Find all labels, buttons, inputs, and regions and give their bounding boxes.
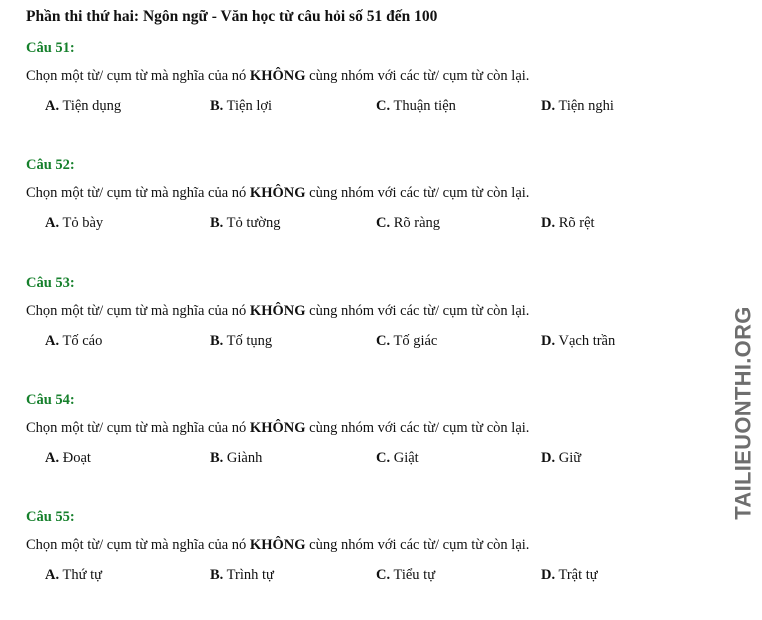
- option-letter: A.: [45, 450, 60, 466]
- answer-options: [26, 215, 686, 235]
- option-a[interactable]: [45, 215, 103, 232]
- option-d[interactable]: [541, 98, 614, 115]
- option-c[interactable]: [376, 333, 437, 350]
- page-title: Phần thi thứ hai: Ngôn ngữ - Văn học từ câu hỏi số 51 đến 100: [26, 8, 438, 25]
- option-a[interactable]: [45, 567, 102, 584]
- watermark-text: TAILIEUONTHI.ORG: [731, 306, 757, 520]
- option-c[interactable]: [376, 450, 419, 467]
- option-letter: B.: [210, 98, 224, 114]
- option-c[interactable]: [376, 567, 435, 584]
- option-text: Rõ rệt: [555, 215, 595, 231]
- question-label: Câu 55:: [26, 509, 75, 525]
- option-letter: A.: [45, 333, 60, 349]
- prompt-text: cùng nhóm với các từ/ cụm từ còn lại.: [305, 185, 530, 201]
- prompt-emphasis: KHÔNG: [249, 420, 306, 436]
- option-text: Tỏ bày: [59, 215, 104, 231]
- option-text: Trình tự: [223, 567, 274, 583]
- option-text: Tố giác: [390, 333, 438, 349]
- option-letter: B.: [210, 450, 224, 466]
- prompt-text: cùng nhóm với các từ/ cụm từ còn lại.: [305, 303, 530, 319]
- option-b[interactable]: [210, 98, 272, 115]
- option-text: Đoạt: [59, 450, 91, 466]
- option-text: Tố tụng: [223, 333, 273, 349]
- prompt-emphasis: KHÔNG: [249, 303, 306, 319]
- option-letter: B.: [210, 333, 224, 349]
- prompt-emphasis: KHÔNG: [249, 537, 306, 553]
- prompt-text: cùng nhóm với các từ/ cụm từ còn lại.: [305, 68, 530, 84]
- prompt-emphasis: KHÔNG: [249, 185, 306, 201]
- option-text: Vạch trần: [555, 333, 616, 349]
- option-a[interactable]: [45, 333, 102, 350]
- answer-options: [26, 333, 686, 353]
- option-letter: D.: [541, 333, 556, 349]
- option-text: Tiện dụng: [59, 98, 122, 114]
- option-b[interactable]: [210, 567, 274, 584]
- watermark: [731, 295, 757, 531]
- option-text: Thuận tiện: [390, 98, 456, 114]
- option-text: Giành: [223, 450, 263, 466]
- option-letter: B.: [210, 567, 224, 583]
- question-prompt: [26, 185, 529, 202]
- option-letter: D.: [541, 567, 556, 583]
- option-a[interactable]: [45, 450, 91, 467]
- question-label: Câu 51:: [26, 40, 75, 56]
- option-text: Tố cáo: [59, 333, 103, 349]
- prompt-text: Chọn một từ/ cụm từ mà nghĩa của nó: [26, 420, 250, 436]
- option-text: Trật tự: [555, 567, 598, 583]
- option-text: Tỏ tường: [223, 215, 281, 231]
- option-letter: C.: [376, 450, 391, 466]
- question-prompt: [26, 68, 529, 85]
- option-d[interactable]: [541, 450, 581, 467]
- option-d[interactable]: [541, 215, 595, 232]
- question-prompt: [26, 303, 529, 320]
- question-label: Câu 53:: [26, 275, 75, 291]
- option-d[interactable]: [541, 567, 598, 584]
- option-text: Giữ: [555, 450, 582, 466]
- question-prompt: [26, 420, 529, 437]
- option-letter: B.: [210, 215, 224, 231]
- option-c[interactable]: [376, 215, 440, 232]
- option-c[interactable]: [376, 98, 456, 115]
- prompt-text: Chọn một từ/ cụm từ mà nghĩa của nó: [26, 537, 250, 553]
- question-label: Câu 54:: [26, 392, 75, 408]
- option-letter: C.: [376, 333, 391, 349]
- option-b[interactable]: [210, 450, 262, 467]
- option-d[interactable]: [541, 333, 615, 350]
- option-letter: C.: [376, 215, 391, 231]
- prompt-text: Chọn một từ/ cụm từ mà nghĩa của nó: [26, 185, 250, 201]
- option-letter: A.: [45, 215, 60, 231]
- option-letter: A.: [45, 567, 60, 583]
- option-letter: D.: [541, 98, 556, 114]
- question-label: Câu 52:: [26, 157, 75, 173]
- option-b[interactable]: [210, 333, 272, 350]
- option-text: Rõ ràng: [390, 215, 441, 231]
- prompt-text: Chọn một từ/ cụm từ mà nghĩa của nó: [26, 303, 250, 319]
- prompt-text: Chọn một từ/ cụm từ mà nghĩa của nó: [26, 68, 250, 84]
- option-a[interactable]: [45, 98, 121, 115]
- answer-options: [26, 98, 686, 118]
- option-letter: A.: [45, 98, 60, 114]
- option-letter: C.: [376, 98, 391, 114]
- option-text: Thứ tự: [59, 567, 102, 583]
- option-letter: C.: [376, 567, 391, 583]
- prompt-text: cùng nhóm với các từ/ cụm từ còn lại.: [305, 537, 530, 553]
- option-text: Tiện lợi: [223, 98, 273, 114]
- option-text: Giật: [390, 450, 419, 466]
- prompt-text: cùng nhóm với các từ/ cụm từ còn lại.: [305, 420, 530, 436]
- option-letter: D.: [541, 215, 556, 231]
- answer-options: [26, 567, 686, 587]
- option-text: Tiểu tự: [390, 567, 436, 583]
- prompt-emphasis: KHÔNG: [249, 68, 306, 84]
- answer-options: [26, 450, 686, 470]
- question-prompt: [26, 537, 529, 554]
- option-text: Tiện nghi: [555, 98, 614, 114]
- option-b[interactable]: [210, 215, 280, 232]
- option-letter: D.: [541, 450, 556, 466]
